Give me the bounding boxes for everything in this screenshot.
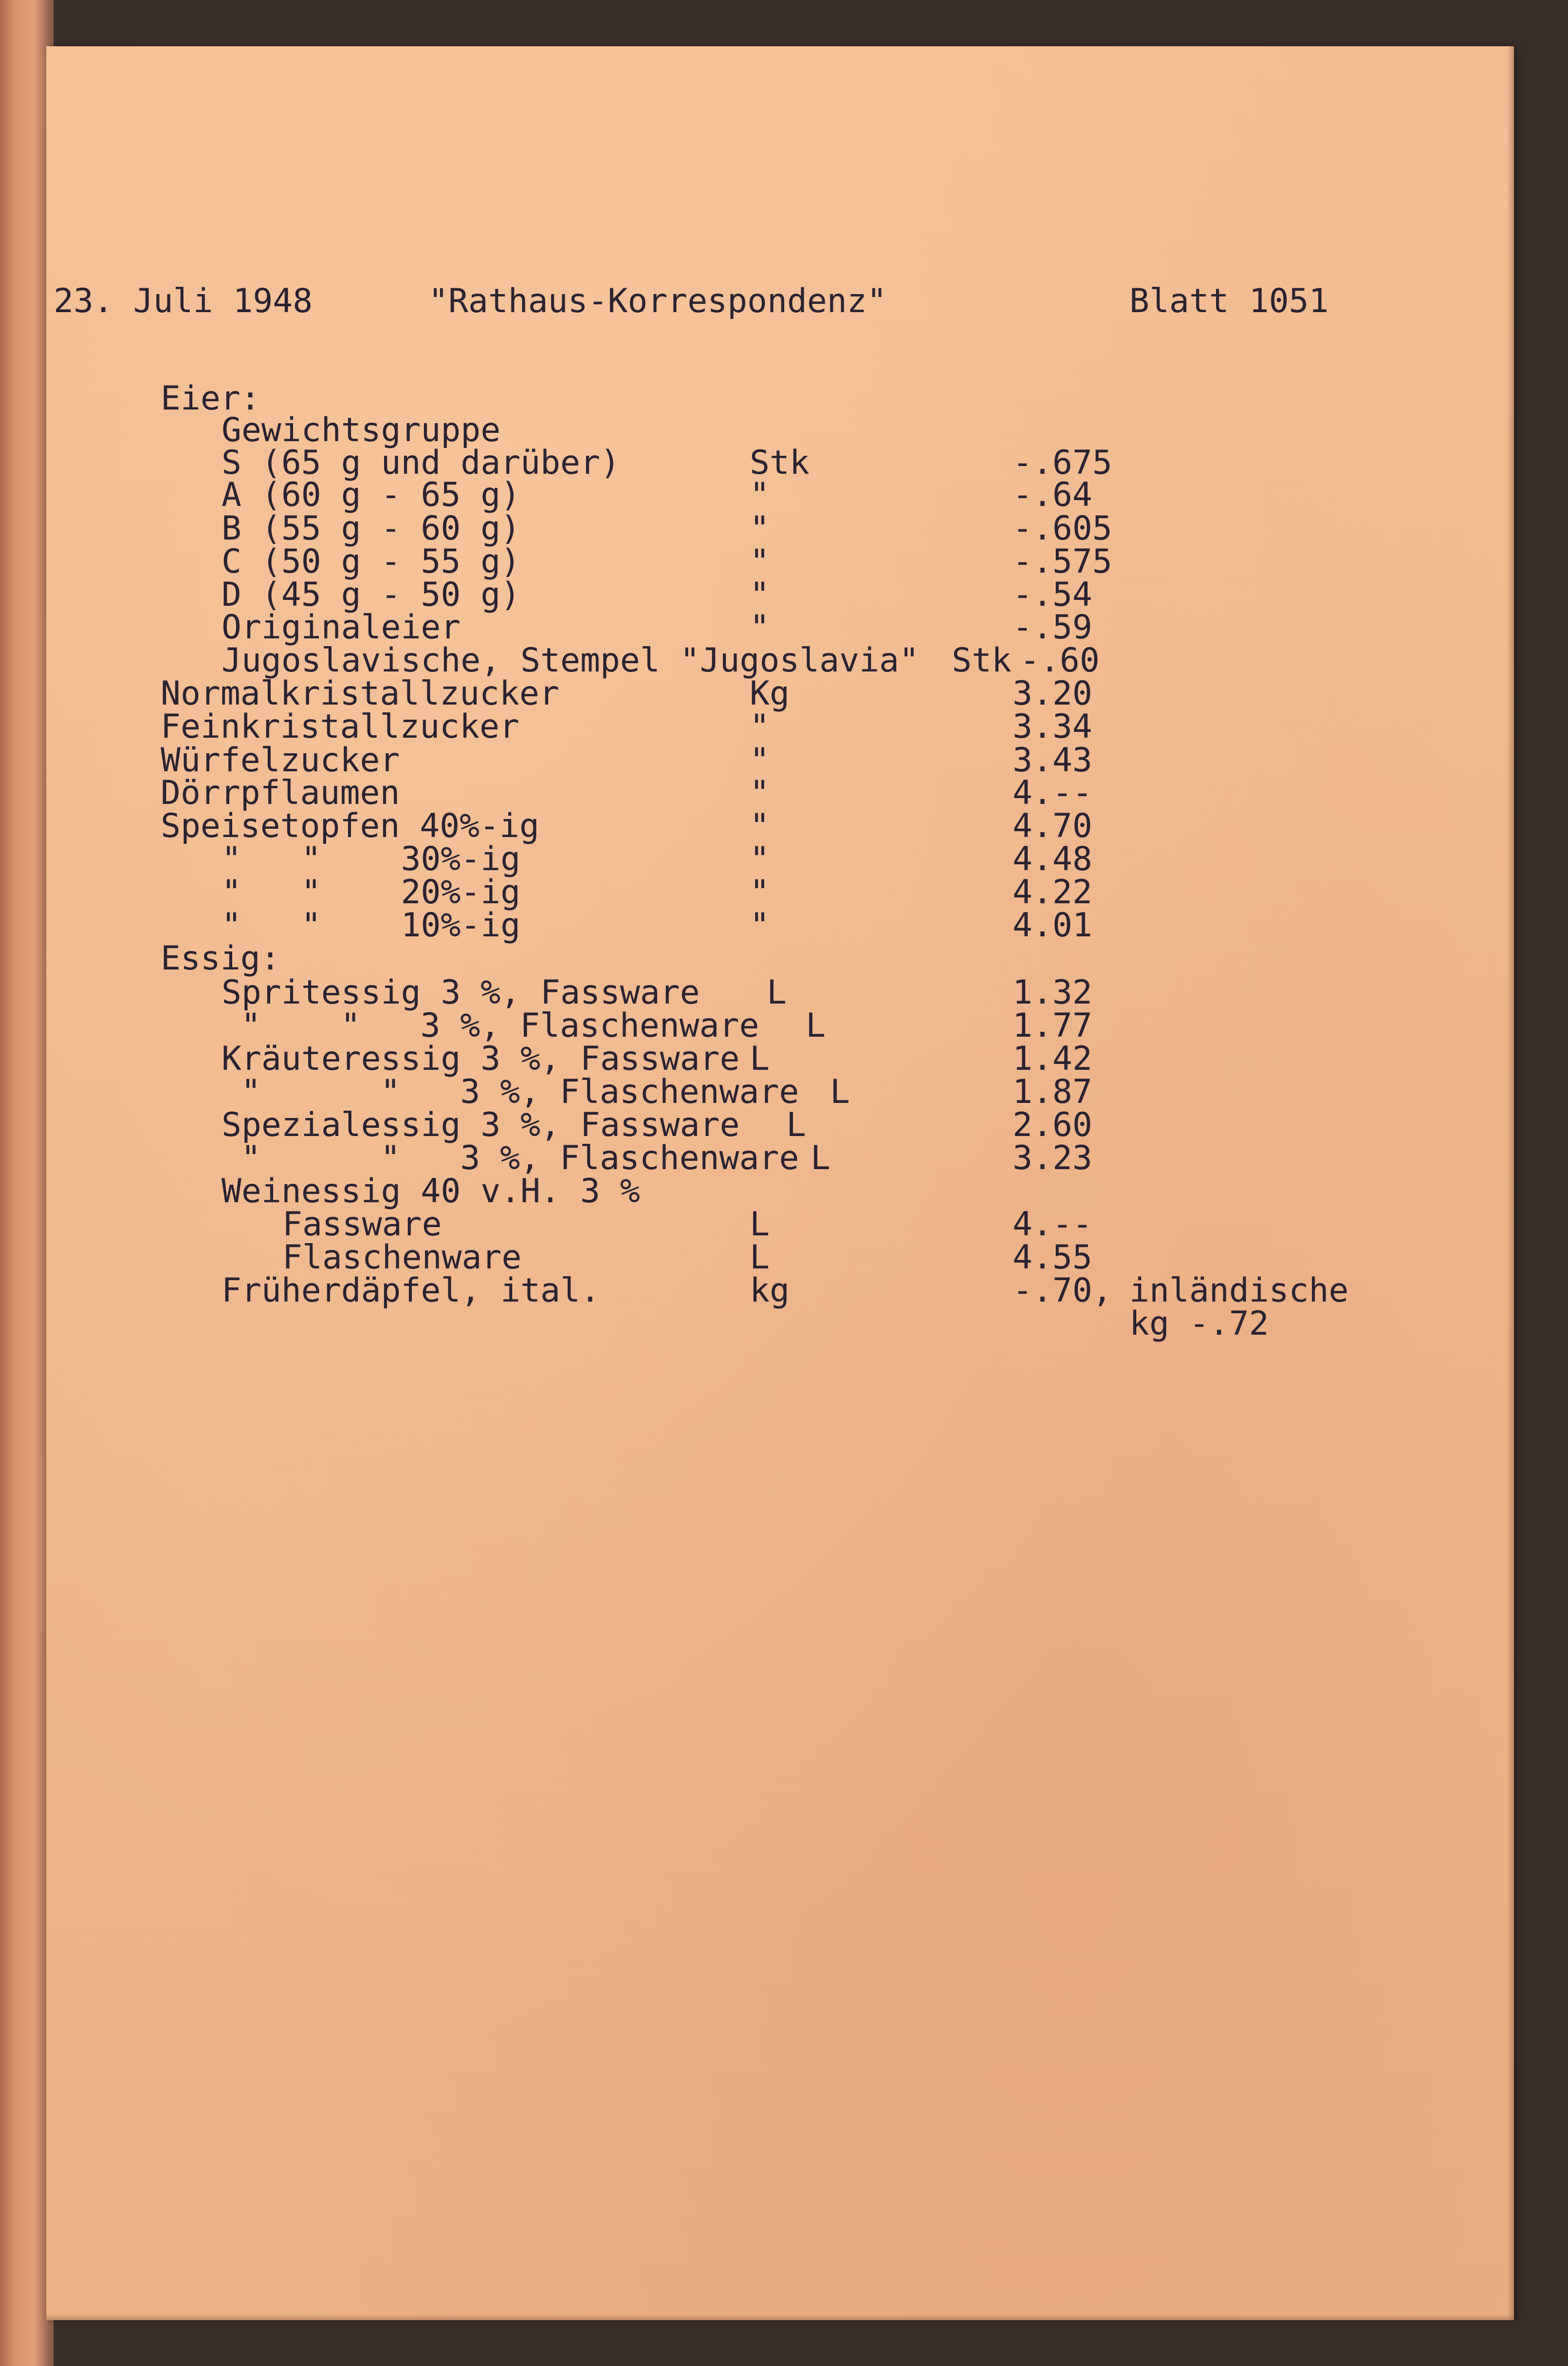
item-name: B (55 g - 60 g) — [221, 509, 521, 548]
item-price: 3.20 — [1013, 674, 1092, 713]
item-unit: L — [750, 1238, 770, 1277]
item-unit: Kg — [750, 674, 790, 713]
previous-page-edge — [0, 0, 54, 2366]
list-item — [46, 542, 1514, 581]
item-unit: " — [750, 542, 770, 581]
item-unit: kg — [750, 1271, 790, 1310]
item-price: 4.55 — [1013, 1238, 1092, 1277]
item-unit: L — [767, 973, 787, 1012]
item-price: -.60 — [1020, 641, 1100, 680]
item-price: 4.-- — [1013, 1205, 1092, 1244]
item-price: -.675 — [1013, 444, 1112, 482]
list-item — [46, 906, 1514, 945]
list-item — [46, 411, 1514, 449]
page-edge-shadow-bottom — [46, 2314, 1514, 2320]
item-unit: Stk — [750, 444, 810, 482]
list-item — [46, 1139, 1514, 1177]
list-item — [46, 1271, 1514, 1310]
list-item — [46, 1304, 1514, 1343]
item-name: Feinkristallzucker — [161, 708, 519, 746]
item-unit: " — [750, 807, 770, 845]
item-unit: L — [806, 1006, 826, 1045]
item-name: Fassware — [282, 1205, 442, 1244]
item-price: 4.48 — [1013, 840, 1092, 878]
item-price: -.70, — [1013, 1271, 1112, 1310]
item-price: -.575 — [1013, 542, 1112, 581]
item-name: S (65 g und darüber) — [221, 444, 620, 482]
item-unit: " — [750, 774, 770, 812]
item-unit: " — [750, 840, 770, 878]
item-name: Flaschenware — [282, 1238, 522, 1277]
item-unit: " — [750, 708, 770, 746]
list-item — [46, 939, 1514, 978]
item-price: 1.77 — [1013, 1006, 1092, 1045]
item-price: 3.34 — [1013, 708, 1092, 746]
list-item — [46, 873, 1514, 912]
item-name: Eier: — [161, 379, 260, 418]
item-price: 4.01 — [1013, 906, 1092, 945]
list-item — [46, 641, 1514, 680]
document-page — [46, 46, 1514, 2320]
item-name: Gewichtsgruppe — [221, 411, 501, 449]
header-title: "Rathaus-Korrespondenz" — [428, 282, 887, 320]
item-note: kg -.72 — [1129, 1304, 1269, 1343]
list-item — [46, 973, 1514, 1012]
item-unit: L — [811, 1139, 830, 1177]
item-name: Essig: — [161, 939, 280, 978]
item-name: " " 3 %, Flaschenware — [241, 1006, 759, 1045]
item-name: D (45 g - 50 g) — [221, 576, 521, 614]
list-item — [46, 1172, 1514, 1211]
item-name: Früherdäpfel, ital. — [221, 1271, 600, 1310]
list-item — [46, 741, 1514, 780]
item-unit: " — [750, 873, 770, 912]
item-name: " " 20%-ig — [221, 873, 521, 912]
item-unit: Stk — [952, 641, 1012, 680]
item-unit: " — [750, 576, 770, 614]
item-unit: L — [786, 1106, 806, 1144]
list-item — [46, 1040, 1514, 1078]
list-item — [46, 379, 1514, 418]
item-unit: L — [750, 1205, 770, 1244]
item-name: " " 3 %, Flaschenware — [241, 1073, 799, 1111]
list-item — [46, 578, 1514, 612]
item-price: 3.43 — [1013, 741, 1092, 780]
item-price: -.64 — [1013, 476, 1092, 514]
item-price: 1.32 — [1013, 973, 1092, 1012]
item-name: Würfelzucker — [161, 741, 400, 780]
item-name: Speisetopfen 40%-ig — [161, 807, 539, 845]
item-name: Dörrpflaumen — [161, 774, 400, 812]
header-date: 23. Juli 1948 — [54, 282, 313, 320]
list-item — [46, 840, 1514, 878]
list-item — [46, 1238, 1514, 1277]
item-name: A (60 g - 65 g) — [221, 476, 521, 514]
header-sheet-number: Blatt 1051 — [1129, 282, 1329, 320]
list-item — [46, 1073, 1514, 1111]
item-name: Jugoslavische, Stempel "Jugoslavia" — [221, 641, 919, 680]
item-price: -.605 — [1013, 509, 1112, 548]
list-item — [46, 608, 1514, 647]
list-item — [46, 476, 1514, 514]
item-unit: " — [750, 509, 770, 548]
item-unit: " — [750, 476, 770, 514]
item-unit: L — [750, 1040, 770, 1078]
item-price: 4.22 — [1013, 873, 1092, 912]
item-name: C (50 g - 55 g) — [221, 542, 521, 581]
item-price: 3.23 — [1013, 1139, 1092, 1177]
item-price: 1.42 — [1013, 1040, 1092, 1078]
item-name: Spezialessig 3 %, Fassware — [221, 1106, 740, 1144]
list-item — [46, 1205, 1514, 1244]
item-price: 4.70 — [1013, 807, 1092, 845]
item-unit: " — [750, 608, 770, 647]
item-price: -.54 — [1013, 576, 1092, 614]
item-name: " " 30%-ig — [221, 840, 521, 878]
list-item — [46, 674, 1514, 713]
item-name: Spritessig 3 %, Fassware — [221, 973, 700, 1012]
item-unit: " — [750, 741, 770, 780]
item-name: " " 10%-ig — [221, 906, 521, 945]
list-item — [46, 710, 1514, 744]
item-name: Kräuteressig 3 %, Fassware — [221, 1040, 740, 1078]
item-price: -.59 — [1013, 608, 1092, 647]
list-item — [46, 509, 1514, 548]
list-item — [46, 444, 1514, 482]
item-name: Originaleier — [221, 608, 461, 647]
list-item — [46, 774, 1514, 812]
list-item — [46, 1106, 1514, 1144]
item-price: 1.87 — [1013, 1073, 1092, 1111]
item-unit: " — [750, 906, 770, 945]
item-price: 2.60 — [1013, 1106, 1092, 1144]
item-name: " " 3 %, Flaschenware — [241, 1139, 799, 1177]
item-note: inländische — [1129, 1271, 1349, 1310]
item-name: Normalkristallzucker — [161, 674, 559, 713]
list-item — [46, 807, 1514, 845]
item-price: 4.-- — [1013, 774, 1092, 812]
list-item — [46, 1006, 1514, 1045]
item-unit: L — [830, 1073, 850, 1111]
item-name: Weinessig 40 v.H. 3 % — [221, 1172, 640, 1211]
